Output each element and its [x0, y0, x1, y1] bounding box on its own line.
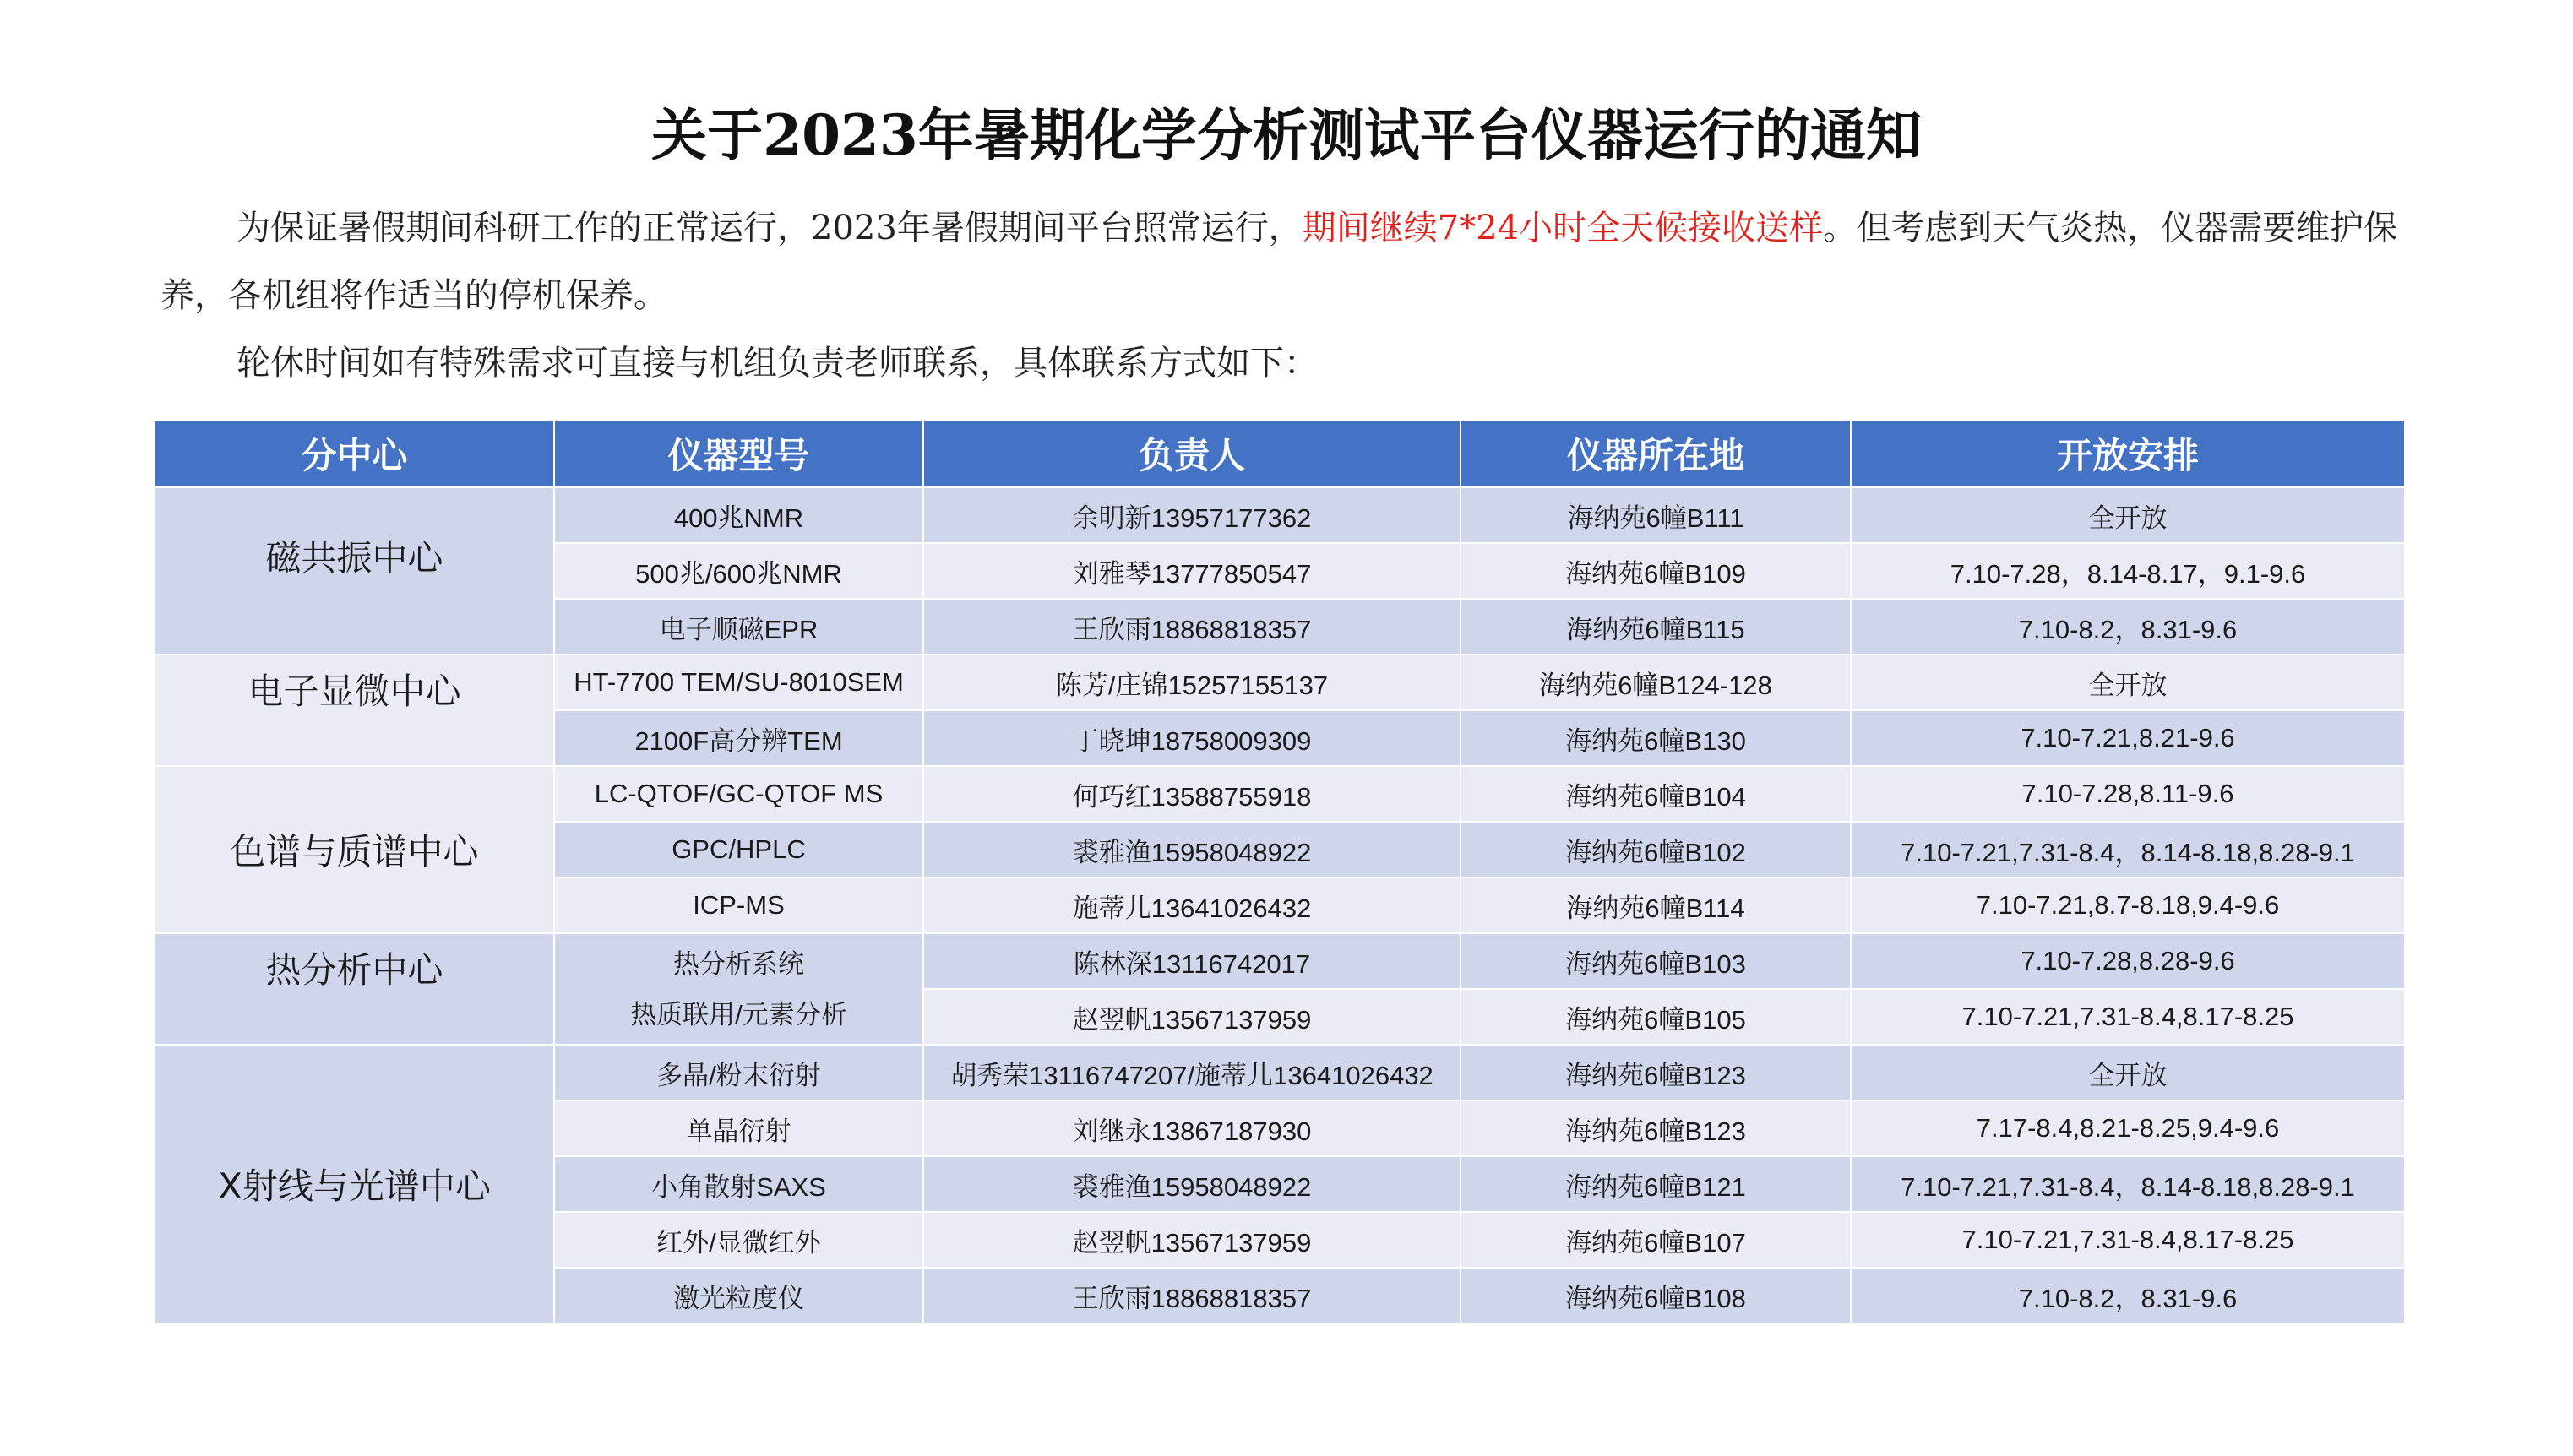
center-em: 电子显微中心: [155, 655, 554, 766]
table-row: [155, 487, 2405, 543]
location-cell: 海纳苑6幢B115: [1461, 599, 1851, 655]
table-header-row: [155, 420, 2405, 487]
location-cell: 海纳苑6幢B124-128: [1461, 655, 1851, 710]
center-nmr: 磁共振中心: [155, 487, 554, 655]
schedule-cell: 7.10-7.28,8.11-9.6: [1851, 766, 2405, 822]
intro-highlight: 期间继续7*24小时全天候接收送样: [1302, 209, 1824, 247]
schedule-cell: 7.17-8.4,8.21-8.25,9.4-9.6: [1851, 1100, 2405, 1156]
schedule-cell: 全开放: [1851, 487, 2405, 543]
person-cell: 陈林深13116742017: [923, 933, 1461, 989]
schedule-cell: 7.10-7.21,8.7-8.18,9.4-9.6: [1851, 877, 2405, 933]
person-cell: 赵翌帆13567137959: [923, 989, 1461, 1045]
schedule-cell: 7.10-8.2，8.31-9.6: [1851, 599, 2405, 655]
center-thermal: 热分析中心: [155, 933, 554, 1045]
person-cell: 王欣雨18868818357: [923, 1268, 1461, 1323]
header-schedule: 开放安排: [1851, 420, 2405, 487]
instrument-thermal-ms: 热质联用/元素分析: [630, 1000, 847, 1030]
person-cell: 王欣雨18868818357: [923, 599, 1461, 655]
instrument-thermal-system: 热分析系统: [673, 949, 804, 979]
location-cell: 海纳苑6幢B109: [1461, 543, 1851, 599]
instrument-cell: 激光粒度仪: [554, 1268, 923, 1323]
instrument-cell: 小角散射SAXS: [554, 1156, 923, 1212]
person-cell: 赵翌帆13567137959: [923, 1212, 1461, 1268]
person-cell: 余明新13957177362: [923, 487, 1461, 543]
location-cell: 海纳苑6幢B107: [1461, 1212, 1851, 1268]
header-center: 分中心: [155, 420, 554, 487]
person-cell: 丁晓坤18758009309: [923, 710, 1461, 766]
location-cell: 海纳苑6幢B130: [1461, 710, 1851, 766]
person-cell: 刘继永13867187930: [923, 1100, 1461, 1156]
header-instrument: 仪器型号: [554, 420, 923, 487]
notice-title: 关于2023年暑期化学分析测试平台仪器运行的通知: [651, 102, 1922, 168]
person-cell: 裘雅渔15958048922: [923, 822, 1461, 877]
schedule-cell: 7.10-7.28,8.28-9.6: [1851, 933, 2405, 989]
location-cell: 海纳苑6幢B111: [1461, 487, 1851, 543]
instrument-cell: 多晶/粉末衍射: [554, 1045, 923, 1100]
location-cell: 海纳苑6幢B121: [1461, 1156, 1851, 1212]
instrument-cell: GPC/HPLC: [554, 822, 923, 877]
location-cell: 海纳苑6幢B103: [1461, 933, 1851, 989]
location-cell: 海纳苑6幢B123: [1461, 1100, 1851, 1156]
table-row: [155, 655, 2405, 710]
instrument-cell: [554, 933, 923, 1045]
person-cell: 陈芳/庄锦15257155137: [923, 655, 1461, 710]
schedule-cell: 7.10-7.21,8.21-9.6: [1851, 710, 2405, 766]
person-cell: 裘雅渔15958048922: [923, 1156, 1461, 1212]
schedule-cell: 7.10-7.28，8.14-8.17，9.1-9.6: [1851, 543, 2405, 599]
intro-text-start: 为保证暑假期间科研工作的正常运行，2023年暑假期间平台照常运行，: [237, 209, 1303, 247]
instrument-cell: HT-7700 TEM/SU-8010SEM: [554, 655, 923, 710]
location-cell: 海纳苑6幢B105: [1461, 989, 1851, 1045]
table-row: [155, 766, 2405, 822]
center-xray: X射线与光谱中心: [155, 1045, 554, 1323]
table-row: [155, 1045, 2405, 1100]
schedule-cell: 7.10-7.21,7.31-8.4,8.17-8.25: [1851, 1212, 2405, 1268]
location-cell: 海纳苑6幢B104: [1461, 766, 1851, 822]
schedule-cell: 7.10-7.21,7.31-8.4,8.17-8.25: [1851, 989, 2405, 1045]
person-cell: 施蒂儿13641026432: [923, 877, 1461, 933]
location-cell: 海纳苑6幢B108: [1461, 1268, 1851, 1323]
header-person: 负责人: [923, 420, 1461, 487]
instrument-cell: 电子顺磁EPR: [554, 599, 923, 655]
table-row: [155, 933, 2405, 989]
person-cell: 何巧红13588755918: [923, 766, 1461, 822]
schedule-cell: 全开放: [1851, 1045, 2405, 1100]
instrument-cell: 500兆/600兆NMR: [554, 543, 923, 599]
center-ms: 色谱与质谱中心: [155, 766, 554, 933]
intro-text-end: 。但考虑到天气炎热，仪器需要维护保养，各机组将作适当的停机保养。: [160, 209, 2398, 315]
instrument-cell: 400兆NMR: [554, 487, 923, 543]
schedule-cell: 7.10-8.2，8.31-9.6: [1851, 1268, 2405, 1323]
location-cell: 海纳苑6幢B114: [1461, 877, 1851, 933]
instrument-cell: 单晶衍射: [554, 1100, 923, 1156]
intro-paragraph: [160, 194, 2458, 329]
person-cell: 胡秀荣13116747207/施蒂儿13641026432: [923, 1045, 1461, 1100]
contact-paragraph: 轮休时间如有特殊需求可直接与机组负责老师联系，具体联系方式如下：: [237, 344, 1318, 383]
instrument-table: [154, 419, 2406, 1324]
schedule-cell: 全开放: [1851, 655, 2405, 710]
instrument-cell: 2100F高分辨TEM: [554, 710, 923, 766]
schedule-cell: 7.10-7.21,7.31-8.4，8.14-8.18,8.28-9.1: [1851, 1156, 2405, 1212]
instrument-cell: LC-QTOF/GC-QTOF MS: [554, 766, 923, 822]
location-cell: 海纳苑6幢B123: [1461, 1045, 1851, 1100]
person-cell: 刘雅琴13777850547: [923, 543, 1461, 599]
header-location: 仪器所在地: [1461, 420, 1851, 487]
schedule-cell: 7.10-7.21,7.31-8.4，8.14-8.18,8.28-9.1: [1851, 822, 2405, 877]
instrument-cell: 红外/显微红外: [554, 1212, 923, 1268]
location-cell: 海纳苑6幢B102: [1461, 822, 1851, 877]
instrument-cell: ICP-MS: [554, 877, 923, 933]
